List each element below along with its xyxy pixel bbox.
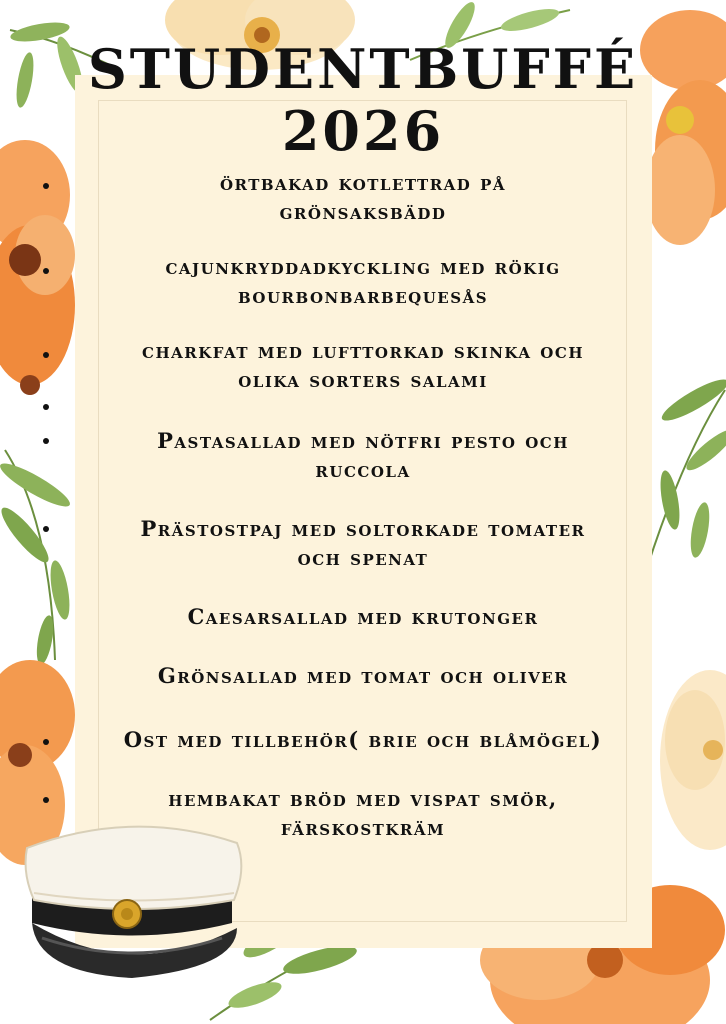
bullet-icon (43, 352, 49, 358)
menu-item-text: örtbakad kotlettrad på grönsaksbädd (219, 170, 507, 224)
bullet-icon (43, 438, 49, 444)
menu-item-text: Caesarsallad med krutonger (187, 604, 539, 629)
menu-item-text: cajunkryddadkyckling med rökig bourbonbarbequesås (165, 254, 561, 308)
bullet-icon (43, 739, 49, 745)
menu-item-text: Prästostpaj med soltorkade tomater och spenat (140, 516, 586, 570)
bullet-icon (43, 183, 49, 189)
menu-item-text: hembakat bröd med vispat smör, färskostkräm (168, 786, 558, 840)
bullet-icon (43, 268, 49, 274)
page-title-line1: STUDENTBUFFÉ (87, 37, 639, 101)
menu-item-text: Pastasallad med nötfri pesto och ruccola (157, 428, 569, 482)
bullet-icon (43, 526, 49, 532)
menu-item-text: charkfat med lufttorkad skinka och olika sorters salami (142, 338, 584, 392)
bullet-icon (43, 797, 49, 803)
bullet-icon (43, 404, 49, 410)
menu-item-text: Grönsallad med tomat och oliver (157, 663, 569, 688)
page-title-line2: 2026 (281, 99, 445, 163)
menu-item-text: Ost med tillbehör( brie och blåmögel) (123, 727, 603, 752)
